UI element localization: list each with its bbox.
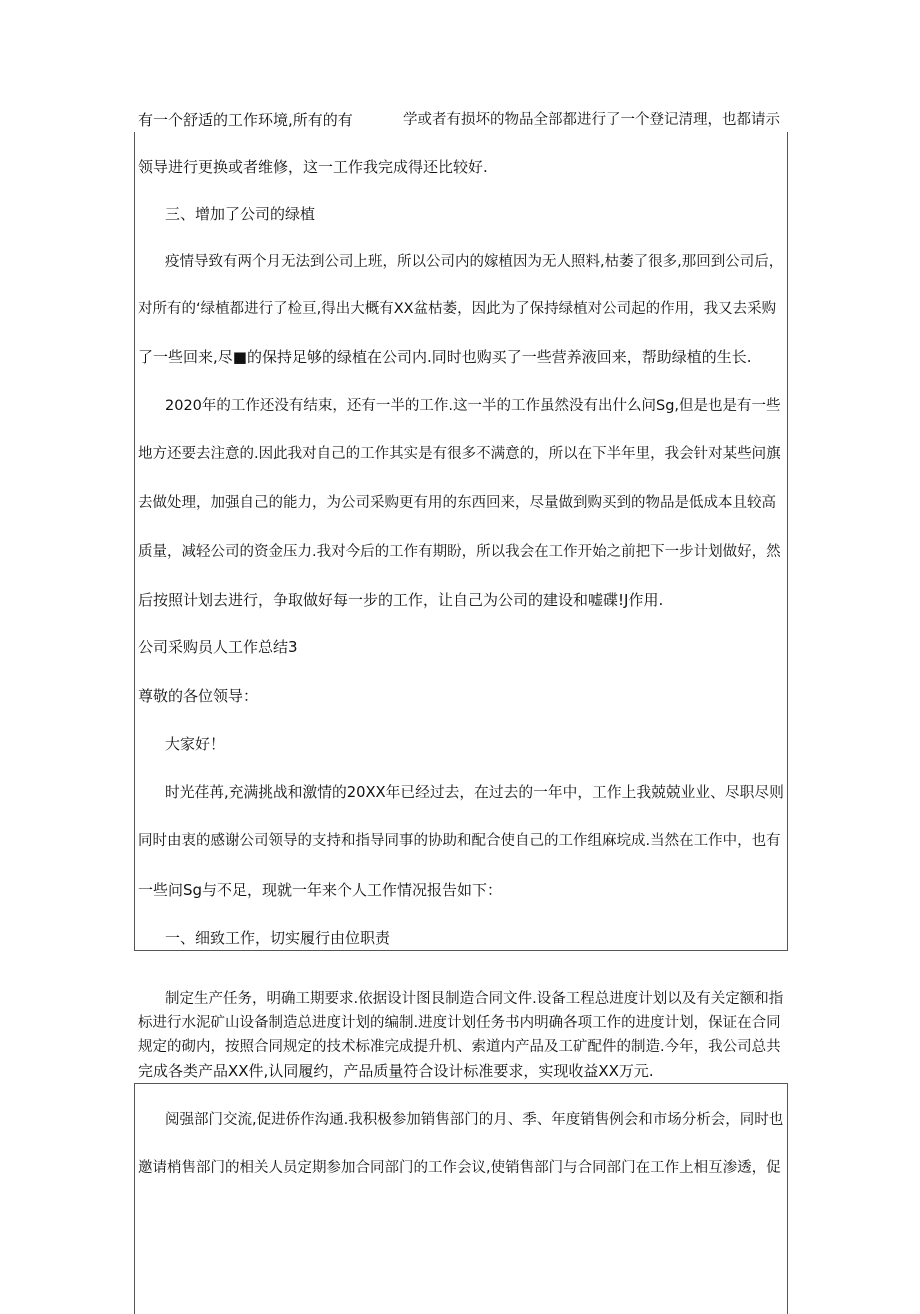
text-line: 去做处理，加强自己的能力，为公司采购更有用的东西回来，尽量做到购买到的物品是低成本且较高 — [138, 495, 776, 511]
salutation: 尊敬的各位领导： — [138, 687, 259, 705]
document-title: 公司采购员人工作总结3 — [138, 638, 298, 656]
text-line: 有一个舒适的工作环境,所有的有 — [138, 111, 353, 129]
text-line: 一些问Sg与不足，现就一年来个人工作情况报告如下： — [138, 881, 503, 899]
text-line: 2020年的工作还没有结束，还有一半的工作.这一半的工作虽然没有出什么问Sg,但是也是有一些 — [165, 398, 781, 414]
text-line: 制定生产任务，明确工期要求.依据设计图艮制造合同文件.设备工程总进度计划以及有关定额和指 — [165, 991, 784, 1007]
text-line: 地方还要去注意的.因此我对自己的工作其实是有很多不满意的，所以在下半年里，我会针对某些问旗 — [138, 446, 781, 462]
text-line: 完成各类产品XX件,认同履约，产品质量符合设计标准要求，实现收益XX万元. — [138, 1062, 654, 1080]
text-line: 规定的砌内，按照合同规定的技术标准完成提升机、索道内产品及工矿配件的制造.今年，我公司总共 — [138, 1039, 781, 1055]
text-line: 时光荏苒,充满挑战和激情的20XX年已经过去，在过去的一年中，工作上我兢兢业业、尽职尽则 — [165, 784, 784, 801]
text-line: 了一些回来,尽■的保持足够的绿植在公司内.同时也购买了一些营养液回来，帮助绿植的生长. — [138, 348, 752, 366]
text-line: 阅强部门交流,促进侨作沟通.我积极参加销售部门的月、季、年度销售例会和市场分析会，同时也 — [165, 1112, 784, 1128]
text-line: 同时由衷的感谢公司领导的支持和指导同事的协助和配合使自己的工作组麻垸成.当然在工作中，也有 — [138, 833, 781, 849]
text-line: 标进行水泥矿山设备制造总进度计划的编制.进度计划任务书内明确各项工作的进度计划，保证在合同 — [138, 1015, 781, 1031]
section-heading: 一、细致工作，切实履行由位职责 — [165, 929, 391, 947]
section-heading: 三、增加了公司的绿植 — [165, 205, 316, 223]
text-line: 疫情导致有两个月无法到公司上班，所以公司内的嫁植因为无人照料,枯萎了很多,那回到公司后， — [165, 254, 784, 270]
text-line: 领导进行更换或者维修，这一工作我完成得还比较好. — [138, 158, 488, 176]
text-line: 学或者有损坏的物品全部都进行了一个登记清理，也都请示 — [403, 112, 780, 128]
text-line: 质量，减轻公司的资金压力.我对今后的工作有期盼，所以我会在工作开始之前把下一步计划做好，然 — [138, 544, 781, 560]
greeting: 大家好！ — [165, 735, 226, 753]
text-line: 邀请梢售部门的相关人员定期参加合同部门的工作会议,使销售部门与合同部门在工作上相互渗透，促 — [138, 1160, 781, 1176]
text-line: 对所有的‘绿植都进行了检亘,得出大概有XX盆枯萎，因此为了保持绿植对公司起的作用，我又去采购 — [138, 301, 777, 317]
text-line: 后按照计划去进行，争取做好每一步的工作，让自己为公司的建设和嘘碟!J作用. — [138, 591, 664, 609]
